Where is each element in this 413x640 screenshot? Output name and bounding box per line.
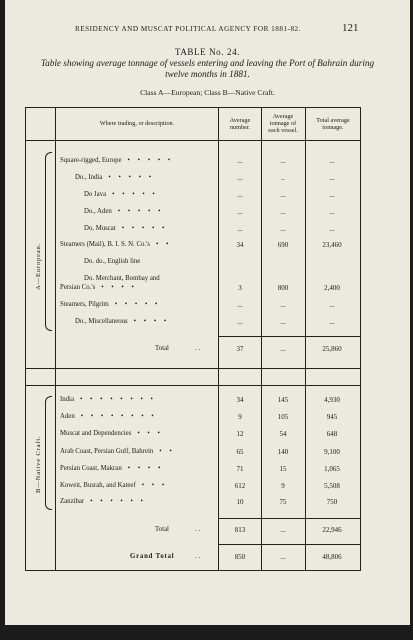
cell-total-tonnage: ...	[329, 208, 335, 216]
leader-dots: • • • •	[101, 284, 137, 291]
cell-total-tonnage: 4,930	[324, 396, 340, 404]
cell-total-tonnage: 23,460	[322, 241, 342, 249]
row-b-name: Zanzibar	[60, 498, 85, 505]
total-a-tonnage: ...	[280, 345, 286, 353]
row-a-name: Steamers, Pilgrim	[60, 301, 109, 308]
total-a-upper-rule	[218, 336, 360, 337]
cell-avg-number: 3	[238, 284, 242, 292]
total-b-label: Total	[155, 526, 169, 533]
cell-avg-number: 34	[236, 396, 244, 404]
cell-total-tonnage: ...	[329, 301, 335, 309]
cell-avg-tonnage: 690	[277, 241, 289, 249]
leader-dots: • • •	[141, 482, 168, 489]
grand-total-label: Grand Total	[130, 553, 175, 560]
row-a-name: Do., India	[75, 174, 103, 181]
group-a-bottom-rule	[25, 368, 360, 369]
grand-total-number: 850	[234, 553, 246, 561]
cell-avg-number: 12	[236, 430, 244, 438]
table-top-rule	[25, 107, 360, 108]
cell-total-tonnage: ...	[329, 318, 335, 326]
row-a-name: Do. Merchant, Bombay and	[84, 275, 160, 282]
col-rule-4	[305, 107, 306, 571]
cell-avg-tonnage: ...	[280, 225, 286, 233]
table-right-rule	[360, 107, 361, 571]
cell-avg-number: ...	[237, 208, 243, 216]
grand-total-upper-rule	[218, 544, 360, 545]
header-bottom-rule	[25, 140, 360, 141]
table-bottom-rule	[25, 570, 360, 571]
cell-total-tonnage: ...	[329, 225, 335, 233]
cell-avg-number: ...	[237, 318, 243, 326]
total-b-dots: . .	[195, 526, 201, 533]
row-a-name: Do., Miscellaneous	[75, 318, 128, 325]
row-a-name: Square-rigged, Europe	[60, 157, 122, 164]
row-a-name: Do. do., English line	[84, 258, 141, 265]
cell-total-tonnage: 2,400	[324, 284, 340, 292]
leader-dots: • •	[159, 448, 175, 455]
cell-total-tonnage: 750	[326, 498, 338, 506]
row-b-name: Arab Coast, Persian Gulf, Bahrein	[60, 448, 154, 455]
leader-dots: • • • • • •	[90, 498, 146, 505]
group-a-label: A—European.	[35, 242, 42, 290]
page-header	[5, 22, 410, 36]
class-legend: Class A—European; Class B—Native Craft.	[140, 88, 275, 97]
document-page	[5, 0, 410, 625]
row-b-name: Persian Coast, Makran	[60, 465, 122, 472]
cell-avg-number: 10	[236, 498, 244, 506]
table-number: TABLE No. 24.	[174, 47, 241, 57]
leader-dots: • • • • • • • •	[79, 396, 156, 403]
row-a-name: Do., Aden	[84, 208, 112, 215]
grand-total-tonnage: ...	[280, 553, 286, 561]
page-number: 121	[342, 22, 359, 34]
cell-avg-tonnage: ...	[280, 301, 286, 309]
leader-dots: • •	[155, 241, 172, 248]
cell-avg-tonnage: ...	[280, 318, 286, 326]
total-a-dots: . .	[195, 345, 201, 352]
total-a-label: Total	[155, 345, 169, 352]
col-head-where: Where trading, or description.	[99, 120, 175, 127]
row-a-name: Do Java	[84, 191, 107, 198]
total-b-total: 22,946	[322, 526, 342, 534]
cell-avg-tonnage: 15	[279, 465, 287, 473]
cell-avg-tonnage: 54	[279, 430, 287, 438]
total-b-number: 813	[234, 526, 246, 534]
row-a-name: Persian Co.'s	[60, 284, 96, 291]
group-a-brace	[45, 152, 52, 331]
cell-avg-tonnage: 145	[277, 396, 289, 404]
cell-total-tonnage: ...	[329, 157, 335, 165]
col-rule-2	[218, 107, 219, 571]
col-head-avg-number: Average number.	[229, 117, 251, 131]
row-b-name: Muscat and Dependencies	[60, 430, 132, 437]
cell-total-tonnage: ...	[329, 191, 335, 199]
cell-avg-tonnage: ...	[280, 208, 286, 216]
grand-total-total: 48,806	[322, 553, 342, 561]
cell-avg-number: 612	[234, 482, 246, 490]
row-a-name: Steamers (Mail), B. I. S. N. Co.'s	[60, 241, 150, 248]
cell-avg-tonnage: ...	[280, 191, 286, 199]
cell-avg-tonnage: ...	[280, 157, 286, 165]
row-b-name: India	[60, 396, 74, 403]
leader-dots: • • • • •	[114, 301, 161, 308]
total-a-number: 37	[236, 345, 244, 353]
leader-dots: • • •	[137, 430, 163, 437]
cell-total-tonnage: ...	[329, 174, 335, 182]
group-b-top-rule	[25, 385, 360, 386]
table-left-rule	[25, 107, 26, 571]
leader-dots: • • • • •	[121, 225, 168, 232]
total-b-tonnage: ...	[280, 526, 286, 534]
col-rule-3	[261, 107, 262, 571]
cell-total-tonnage: 648	[326, 430, 338, 438]
cell-avg-number: ...	[237, 191, 243, 199]
grand-total-dots: . .	[195, 553, 201, 560]
col-head-avg-tonnage: Average tonnage of each vessel.	[268, 113, 298, 134]
cell-avg-number: 71	[236, 465, 244, 473]
cell-total-tonnage: 1,065	[324, 465, 340, 473]
total-b-upper-rule	[218, 518, 360, 519]
cell-total-tonnage: 5,508	[324, 482, 340, 490]
group-b-brace	[45, 396, 52, 510]
leader-dots: • • • • • • • •	[80, 413, 157, 420]
cell-avg-tonnage: 75	[279, 498, 287, 506]
cell-avg-tonnage: 9	[281, 482, 285, 490]
leader-dots: • • • • •	[117, 208, 164, 215]
table-title: Table showing average tonnage of vessels entering and leaving the Port of Bahrain during twelve months in 1881.	[40, 58, 375, 79]
row-b-name: Koweit, Busrah, and Kateef	[60, 482, 136, 489]
total-a-total: 25,860	[322, 345, 342, 353]
cell-avg-number: ...	[237, 225, 243, 233]
row-b-name: Aden	[60, 413, 75, 420]
cell-avg-tonnage: 140	[277, 448, 289, 456]
cell-avg-number: 65	[236, 448, 244, 456]
leader-dots: • • • • •	[127, 157, 174, 164]
row-a-name: Do, Muscat	[84, 225, 116, 232]
cell-avg-tonnage: 800	[277, 284, 289, 292]
cell-avg-number: 34	[236, 241, 244, 249]
col-head-total-tonnage: Total average tonnage.	[316, 117, 350, 131]
leader-dots: • • • •	[133, 318, 170, 325]
running-title: RESIDENCY AND MUSCAT POLITICAL AGENCY FOR 1881-82.	[75, 25, 301, 33]
cell-avg-number: ...	[237, 174, 243, 182]
leader-dots: • • • •	[127, 465, 164, 472]
cell-avg-number: ...	[237, 157, 243, 165]
col-rule-1	[55, 107, 56, 571]
cell-avg-number: ...	[237, 301, 243, 309]
cell-total-tonnage: 9,100	[324, 448, 340, 456]
leader-dots: • • • • •	[112, 191, 158, 198]
cell-avg-tonnage: 105	[277, 413, 289, 421]
cell-avg-tonnage: ..	[281, 174, 285, 182]
cell-total-tonnage: 945	[326, 413, 338, 421]
cell-avg-number: 9	[238, 413, 242, 421]
leader-dots: • • • • •	[108, 174, 155, 181]
group-b-label: B—Native Craft.	[35, 435, 42, 493]
